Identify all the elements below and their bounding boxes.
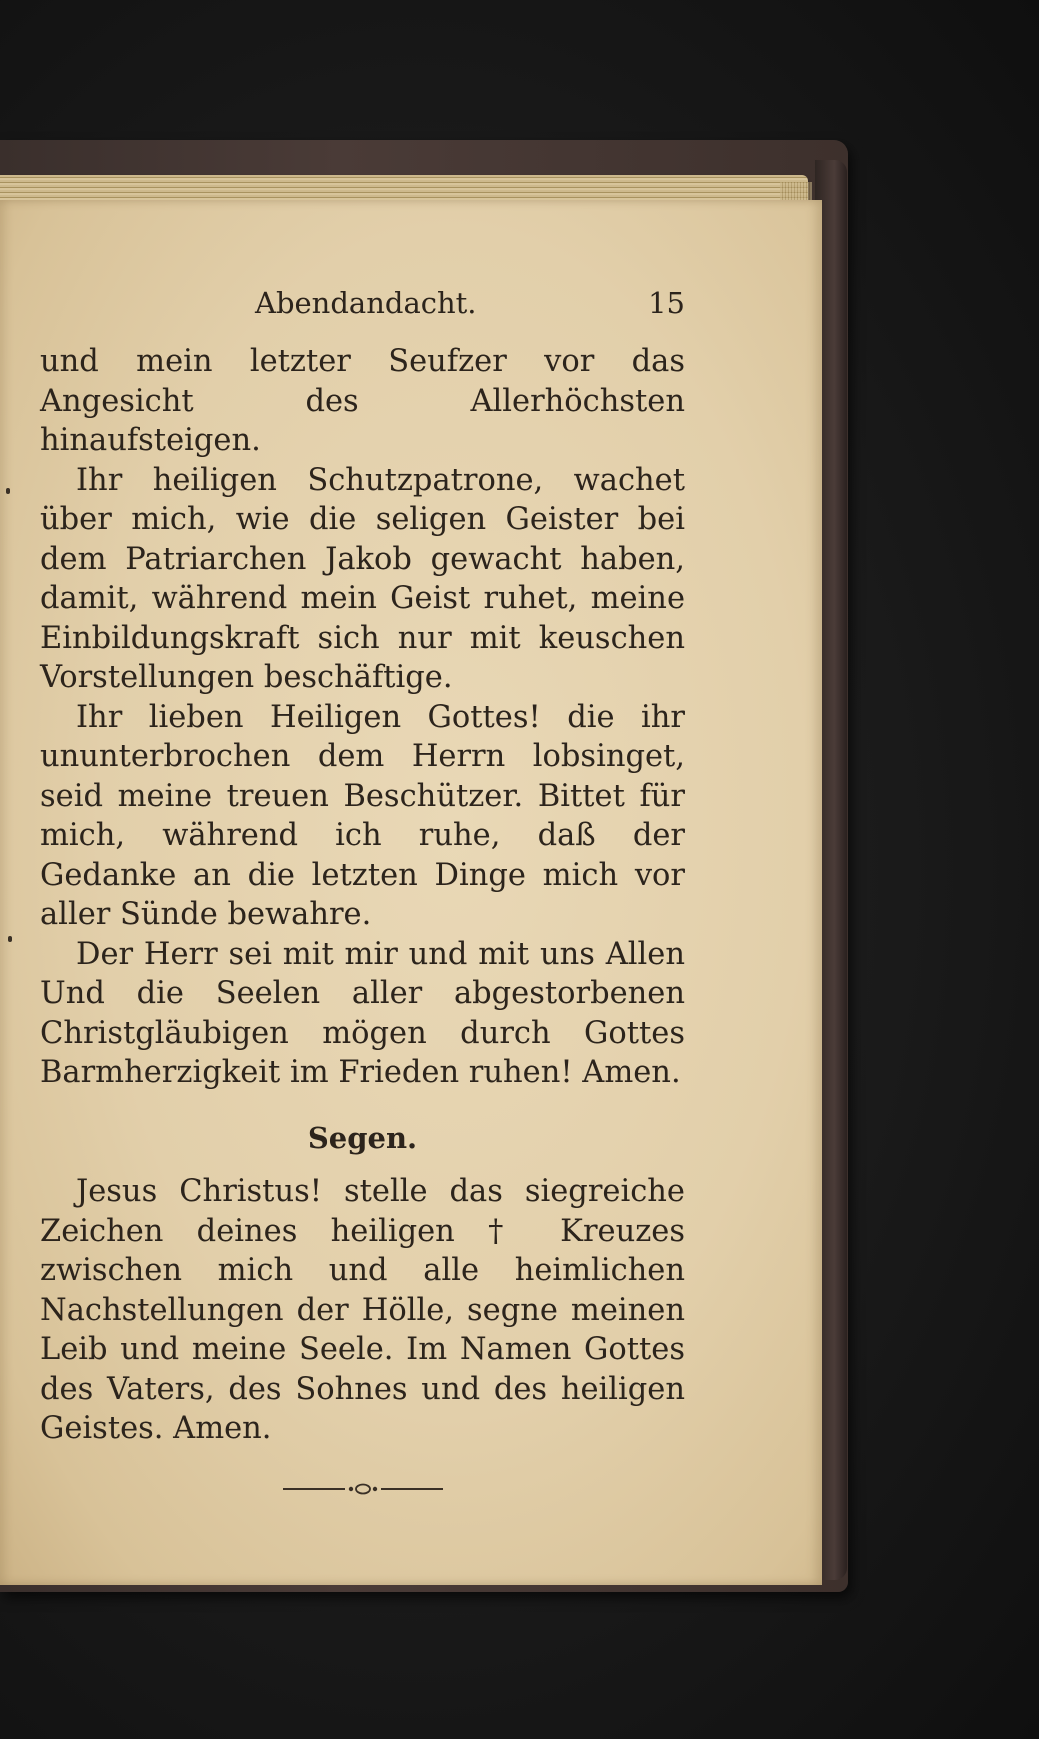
page-number: 15 bbox=[648, 286, 685, 320]
paragraph: und mein letzter Seufzer vor das Angesicht des Allerhöchsten hinaufsteigen. bbox=[40, 344, 685, 458]
paragraph: Jesus Christus! stelle das siegreiche Zeichen deines heiligen † Kreuzes zwischen mich und alle heimlichen Nachstellungen der Hölle, segne meinen Leib und meine Seele. Im Namen Gottes des Vaters, des Sohnes und des heiligen Geistes. Amen. bbox=[40, 1174, 685, 1446]
ornament-line bbox=[381, 1488, 443, 1490]
section-heading: Segen. bbox=[307, 1120, 418, 1155]
ornament-line bbox=[283, 1488, 345, 1490]
paragraph: Ihr lieben Heiligen Gottes! die ihr ununterbrochen dem Herrn lobsinget, seid meine treuen Beschützer. Bittet für mich, während ich ruhe, daß der Gedanke an die letzten Dinge mich vor aller Sünde bewahre. bbox=[40, 699, 685, 932]
paragraph: Der Herr sei mit mir und mit uns Allen Und die Seelen aller abgestorbenen Christgläubigen mögen durch Gottes Barmherzigkeit im Frieden ruhen! Amen. bbox=[40, 936, 685, 1090]
running-title: Abendandacht. bbox=[255, 286, 477, 320]
running-head bbox=[40, 286, 685, 326]
page-content bbox=[40, 286, 685, 1499]
ornament-divider bbox=[283, 1479, 443, 1499]
book-page bbox=[0, 200, 822, 1585]
paragraph: Ihr heiligen Schutzpatrone, wachet über mich, wie die seligen Geister bei dem Patriarchen Jakob gewacht haben, damit, während mein Geist ruhet, meine Einbildungskraft sich nur mit keuschen Vorstellungen beschäftige. bbox=[40, 462, 685, 695]
margin-mark bbox=[8, 936, 12, 942]
margin-mark bbox=[6, 488, 10, 494]
body-text bbox=[40, 342, 685, 1449]
ornament-icon bbox=[345, 1479, 381, 1499]
